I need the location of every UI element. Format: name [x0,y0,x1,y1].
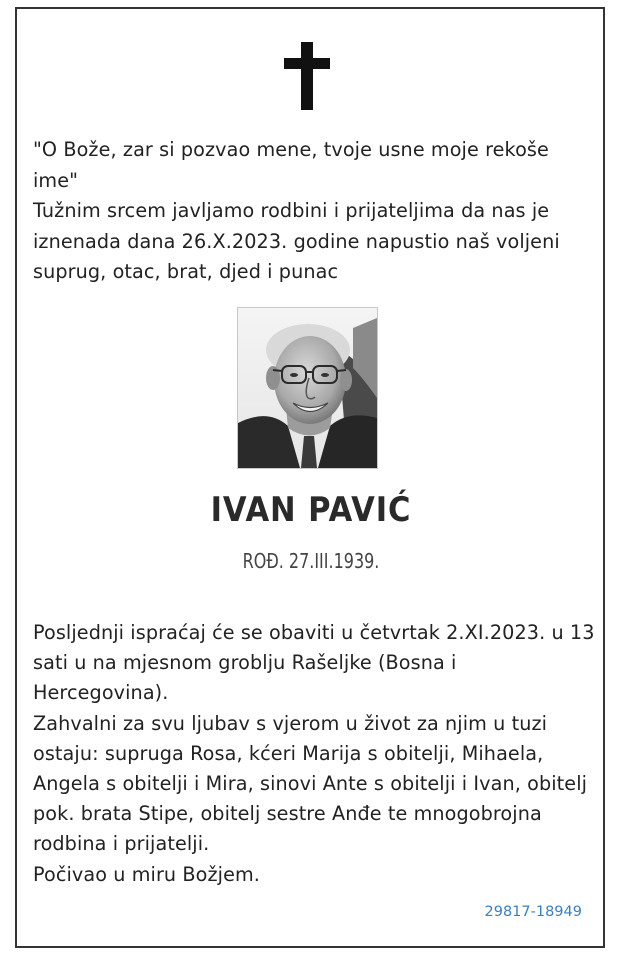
funeral-details [33,618,598,890]
notice-code: 29817-18949 [484,904,582,920]
birth-date: ROĐ. 27.III.1939. [242,549,380,573]
quote-line: "O Bože, zar si pozvao mene, tvoje usne moje rekoše ime" [33,138,549,192]
deceased-name: IVAN PAVIĆ [210,490,412,530]
intro-text [33,135,593,288]
closing-line: Počivao u miru Božjem. [33,862,260,886]
portrait-photo [237,307,378,469]
mourners-line: Zahvalni za svu ljubav s vjerom u život za njim u tuzi ostaju: supruga Rosa, kćeri Marija s obitelji, Mihaela, Angela s obitelji i Mira, sinovi Ante s obitelji i Ivan, obitelj pok. brata Stipe, obitelj sestre Anđe te mnogobrojna rodbina i prijatelji. [33,711,588,856]
funeral-info-line: Posljednji ispraćaj će se obaviti u četvrtak 2.XI.2023. u 13 sati u na mjesnom groblju Rašeljke (Bosna i Hercegovina). [33,621,595,705]
cross-icon [284,42,330,110]
announcement-line: Tužnim srcem javljamo rodbini i prijateljima da nas je iznenada dana 26.X.2023. godine napustio naš voljeni suprug, otac, brat, djed i punac [33,199,560,283]
